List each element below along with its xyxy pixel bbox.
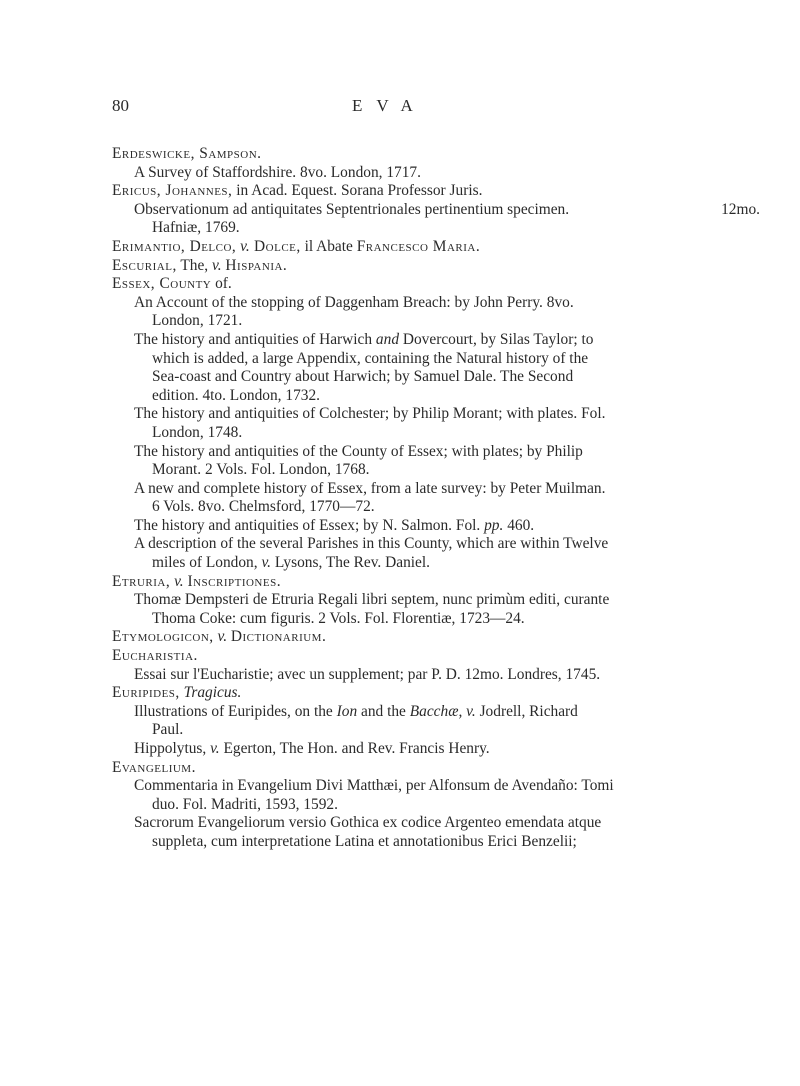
text-run: London, 1721. [152,312,243,330]
index-line [112,740,760,759]
text-run: The history and antiquities of Essex; by N. Salmon. Fol. [134,516,485,534]
text-run: Ericus, Johannes, [112,182,233,200]
text-run: The history and antiquities of Harwich [134,330,376,348]
page-number: 80 [112,96,129,115]
text-run: and [375,330,400,348]
text-run: 460. [503,516,535,534]
index-line [112,833,760,852]
index-heading-line [112,182,760,201]
index-heading-line [112,573,760,592]
text-run: v. [174,572,184,590]
text-run: Sacrorum Evangeliorum versio Gothica ex codice Argenteo emendata atque [134,814,602,832]
text-run: Escurial, [112,256,177,274]
index-heading-line [112,647,760,666]
index-line [112,666,760,685]
index-heading-line [112,275,760,294]
text-run: Evangelium. [112,758,196,776]
index-heading-line [112,238,760,257]
index-line [112,331,760,350]
text-run: 12mo. [721,200,760,218]
text-run: Erimantio, Delco, [112,237,237,255]
text-run: Dovercourt, by Silas Taylor; to [399,330,594,348]
text-run: Ion [336,702,358,720]
text-run: Essex, County [112,275,212,293]
text-run: A description of the several Parishes in this County, which are within Twelve [134,535,609,553]
index-line [112,480,760,499]
text-run: Hafniæ, 1769. [152,219,240,237]
text-run: The history and antiquities of Colchester; by Philip Morant; with plates. Fol. [134,405,606,423]
index-line [112,721,760,740]
text-run: Etruria, [112,572,171,590]
text-run: London, 1748. [152,423,243,441]
text-run: duo. Fol. Madriti, 1593, 1592. [152,795,338,813]
text-run: edition. 4to. London, 1732. [152,386,321,404]
text-run: Hippolytus, [134,740,211,757]
text-run: suppleta, cum interpretatione Latina et annotationibus Erici Benzelii; [152,832,577,850]
text-run: Lysons, The Rev. Daniel. [270,554,430,572]
text-run: Observationum ad antiquitates Septentrionales pertinentium specimen. [134,200,570,218]
text-run: 6 Vols. 8vo. Chelmsford, 1770—72. [152,498,375,516]
text-run: of. [211,275,232,293]
index-heading-line [112,145,760,164]
text-run: v. [212,256,222,274]
text-run: Dolce, [249,237,301,255]
text-run: v. [240,237,250,255]
index-line [112,591,760,610]
text-run: il Abate [300,237,357,255]
text-run: Egerton, The Hon. and Rev. Francis Henry. [219,740,490,757]
index-line [112,610,760,629]
text-run: which is added, a large Appendix, containing the Natural history of the [152,349,589,367]
text-run: Essai sur l'Eucharistie; avec un supplement; par P. D. 12mo. Londres, 1745. [134,665,601,683]
text-run: Hispania. [225,256,288,274]
text-run: miles of London, [152,554,262,572]
index-line [112,387,760,406]
text-run: Dictionarium. [230,628,327,646]
index-line [112,219,760,238]
page-header [112,96,752,126]
index-line [112,796,760,815]
text-run: Eucharistia. [112,647,198,665]
index-line [112,498,760,517]
index-line [112,517,760,536]
text-run: and the [357,702,410,720]
text-run: v. [210,740,220,757]
text-run: The history and antiquities of the County of Essex; with plates; by Philip [134,442,583,460]
text-run: Commentaria in Evangelium Divi Matthæi, per Alfonsum de Avendaño: Tomi [134,777,614,795]
text-run: v. [466,702,476,720]
index-heading-line [112,684,760,703]
text-run: Jodrell, Richard [475,702,578,720]
text-run: An Account of the stopping of Daggenham Breach: by John Perry. 8vo. [134,293,574,311]
text-run: pp. [484,516,504,534]
index-line [112,405,760,424]
text-run: v. [217,628,228,646]
index-line [112,554,760,573]
index-line [112,350,760,369]
index-line [112,443,760,462]
index-heading-line [112,759,760,778]
index-line [112,368,760,387]
index-line [112,294,760,313]
text-run: in Acad. Equest. Sorana Professor Juris. [232,182,483,200]
index-line [112,777,760,796]
text-run: Inscriptiones. [187,572,282,590]
text-run: Bacchæ, [409,702,463,720]
running-head: EVA [352,96,427,115]
index-line [112,461,760,480]
index-line [112,424,760,443]
text-run: Illustrations of Euripides, on the [134,702,337,720]
index-text [112,145,760,852]
index-line [112,535,760,554]
text-run: A new and complete history of Essex, from a late survey: by Peter Muilman. [134,479,606,497]
text-run: Tragicus. [183,684,242,702]
index-line [112,814,760,833]
text-run: v. [261,554,271,572]
index-heading-line [112,257,760,276]
index-heading-line [112,628,760,647]
text-run: Etymologicon, [112,628,214,646]
text-run: Thoma Coke: cum figuris. 2 Vols. Fol. Florentiæ, 1723—24. [152,609,525,627]
index-line [112,164,760,183]
text-run: The, [176,256,213,274]
text-run: Paul. [152,721,184,739]
text-run: Thomæ Dempsteri de Etruria Regali libri septem, nunc primùm editi, curante [134,591,610,609]
text-run: Euripides, [112,684,180,702]
text-run: A Survey of Staffordshire. 8vo. London, 1717. [134,163,421,181]
text-run: Francesco Maria. [356,237,481,255]
text-run: Morant. 2 Vols. Fol. London, 1768. [152,461,370,479]
index-line [112,312,760,331]
text-run: Sea-coast and Country about Harwich; by Samuel Dale. The Second [152,368,574,386]
index-line [112,703,760,722]
index-line [112,201,760,220]
text-run: Erdeswicke, Sampson. [112,145,262,162]
